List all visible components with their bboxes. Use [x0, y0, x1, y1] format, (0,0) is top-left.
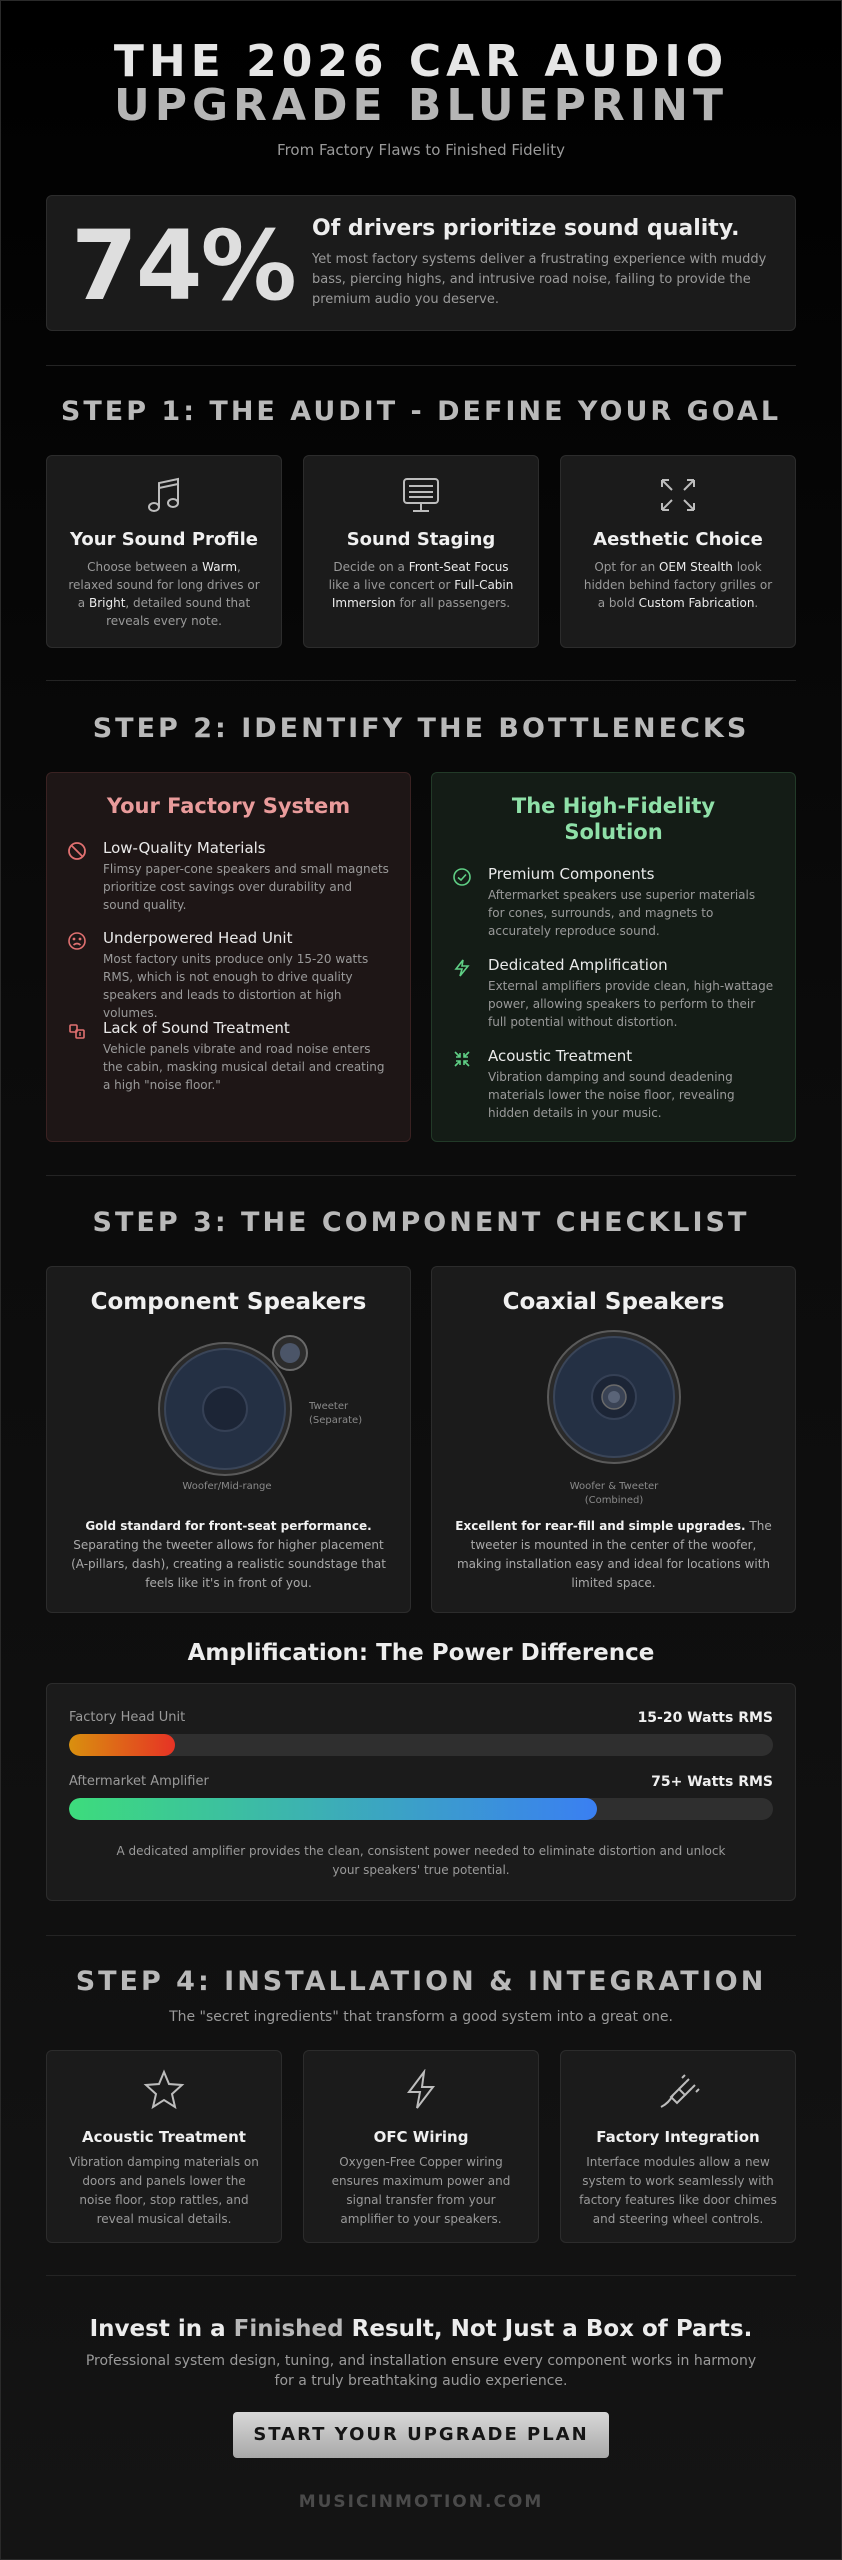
coaxial-speakers-heading: Coaxial Speakers [502, 1289, 725, 1315]
install-card-acoustic [46, 2050, 282, 2243]
power-bar-fill [69, 1734, 175, 1756]
stat-headline: Of drivers prioritize sound quality. [312, 216, 740, 241]
prohibited-icon [67, 841, 87, 861]
hifi-solution-card [431, 772, 796, 1142]
hifi-item-title: Premium Components [488, 865, 655, 883]
page-title [0, 36, 842, 131]
monitor-icon [401, 476, 441, 514]
cta-title: Invest in a Finished Result, Not Just a Box of Parts. [89, 2316, 753, 2342]
audit-card-sound-profile [46, 455, 282, 648]
install-card-integration [560, 2050, 796, 2243]
install-card-text: Oxygen-Free Copper wiring ensures maximum power and signal transfer from your amplifier to your speakers. [331, 2155, 511, 2226]
divider [46, 680, 796, 681]
power-row-value: 75+ Watts RMS [651, 1774, 773, 1790]
lightning-icon [400, 2069, 442, 2111]
hifi-item [452, 1047, 775, 1122]
hifi-item-text: External amplifiers provide clean, high-wattage power, allowing speakers to perform to their full potential without distortion. [488, 979, 774, 1029]
start-upgrade-plan-button[interactable]: START YOUR UPGRADE PLAN [233, 2412, 609, 2458]
coaxial-speaker-illustration [544, 1327, 684, 1467]
divider [46, 2275, 796, 2276]
component-speakers-description: Gold standard for front-seat performance. Separating the tweeter allows for higher placement (A-pillars, dash), creating a realistic soundstage that feels like it's in front of you. [71, 1519, 386, 1590]
component-speakers-card [46, 1266, 411, 1613]
title-line-2: UPGRADE BLUEPRINT [113, 80, 729, 131]
music-note-icon [144, 476, 184, 514]
factory-item-text: Vehicle panels vibrate and road noise enters the cabin, masking musical detail and creating a high "noise floor." [103, 1042, 385, 1092]
divider [46, 1935, 796, 1936]
hifi-item [452, 956, 775, 1031]
install-card-text: Interface modules allow a new system to work seamlessly with factory features like door chimes and steering wheel controls. [579, 2155, 777, 2226]
factory-item-title: Lack of Sound Treatment [103, 1019, 290, 1037]
star-icon [143, 2069, 185, 2111]
factory-system-heading: Your Factory System [106, 794, 351, 818]
audit-card-aesthetic-choice [560, 455, 796, 648]
hifi-item-text: Vibration damping and sound deadening materials lower the noise floor, revealing hidden details in your music. [488, 1070, 735, 1120]
power-bar-track [69, 1734, 773, 1756]
power-bar-fill [69, 1798, 597, 1820]
step1-title: STEP 1: THE AUDIT - DEFINE YOUR GOAL [60, 396, 782, 427]
audit-card-title: Sound Staging [346, 529, 496, 550]
factory-item-title: Low-Quality Materials [103, 839, 266, 857]
install-card-title: Acoustic Treatment [82, 2128, 246, 2146]
compress-arrows-icon [452, 1049, 472, 1069]
power-bar-track [69, 1798, 773, 1820]
page-subtitle: From Factory Flaws to Finished Fidelity [277, 141, 565, 159]
divider [46, 365, 796, 366]
noise-icon [67, 1021, 87, 1041]
power-row-name: Factory Head Unit [69, 1710, 186, 1725]
factory-item-text: Most factory units produce only 15-20 watts RMS, which is not enough to drive quality speakers and leads to distortion at high volumes. [103, 952, 369, 1020]
audit-card-title: Aesthetic Choice [593, 529, 763, 550]
stat-card [46, 195, 796, 331]
hifi-solution-heading: The High-Fidelity Solution [511, 794, 716, 844]
factory-item [67, 929, 390, 1022]
component-speaker-illustration [157, 1327, 317, 1477]
sad-face-icon [67, 931, 87, 951]
component-speakers-heading: Component Speakers [90, 1289, 367, 1315]
stat-text: Yet most factory systems deliver a frustrating experience with muddy bass, piercing highs, and intrusive road noise, failing to provide the premium audio you deserve. [312, 252, 767, 307]
audit-card-text: Opt for an OEM Stealth look hidden behind factory grilles or a bold Custom Fabrication. [583, 560, 773, 610]
hifi-item [452, 865, 775, 940]
amplification-title: Amplification: The Power Difference [187, 1640, 655, 1666]
tweeter-label: Tweeter (Separate) [309, 1401, 363, 1426]
power-row-name: Aftermarket Amplifier [69, 1774, 209, 1789]
step4-subtitle: The "secret ingredients" that transform a good system into a great one. [169, 2009, 673, 2025]
title-line-1: THE 2026 CAR AUDIO [113, 36, 729, 87]
hifi-item-title: Dedicated Amplification [488, 956, 668, 974]
coaxial-label: Woofer & Tweeter (Combined) [569, 1481, 659, 1506]
lightning-icon [452, 958, 472, 978]
amplification-card [46, 1683, 796, 1901]
factory-item-title: Underpowered Head Unit [103, 929, 293, 947]
audit-card-text: Choose between a Warm, relaxed sound for long drives or a Bright, detailed sound that reveals every note. [68, 560, 260, 628]
audit-card-sound-staging [303, 455, 539, 648]
install-card-title: Factory Integration [596, 2128, 760, 2146]
divider [46, 1175, 796, 1176]
audit-card-title: Your Sound Profile [70, 529, 258, 550]
coaxial-speakers-description: Excellent for rear-fill and simple upgrades. The tweeter is mounted in the center of the woofer, making installation easy and ideal for locations with limited space. [455, 1519, 772, 1590]
woofer-label: Woofer/Mid-range [182, 1481, 272, 1492]
hifi-item-text: Aftermarket speakers use superior materials for cones, surrounds, and magnets to accurately reproduce sound. [488, 888, 756, 938]
install-card-title: OFC Wiring [373, 2128, 469, 2146]
step3-title: STEP 3: THE COMPONENT CHECKLIST [92, 1207, 750, 1238]
power-row-value: 15-20 Watts RMS [637, 1710, 773, 1726]
check-circle-icon [452, 867, 472, 887]
factory-system-card [46, 772, 411, 1142]
audit-card-text: Decide on a Front-Seat Focus like a live concert or Full-Cabin Immersion for all passengers. [328, 560, 514, 610]
factory-item-text: Flimsy paper-cone speakers and small magnets prioritize cost savings over durability and sound quality. [103, 862, 389, 912]
step4-title: STEP 4: INSTALLATION & INTEGRATION [75, 1966, 767, 1997]
stat-number: 74% [71, 210, 295, 322]
install-card-wiring [303, 2050, 539, 2243]
cta-subtitle: Professional system design, tuning, and installation ensure every component works in harmony for a truly breathtaking audio experience. [85, 2353, 757, 2389]
footer-site-link[interactable]: MUSICINMOTION.COM [298, 2492, 544, 2512]
plug-icon [655, 2069, 701, 2111]
factory-item [67, 1019, 390, 1094]
factory-item [67, 839, 390, 914]
install-card-text: Vibration damping materials on doors and panels lower the noise floor, stop rattles, and reveal musical details. [69, 2155, 259, 2226]
step2-title: STEP 2: IDENTIFY THE BOTTLENECKS [92, 713, 750, 744]
hifi-item-title: Acoustic Treatment [488, 1047, 633, 1065]
expand-arrows-icon [658, 476, 698, 514]
coaxial-speakers-card [431, 1266, 796, 1613]
amplification-note: A dedicated amplifier provides the clean, consistent power needed to eliminate distortion and unlock your speakers' true potential. [116, 1844, 726, 1877]
